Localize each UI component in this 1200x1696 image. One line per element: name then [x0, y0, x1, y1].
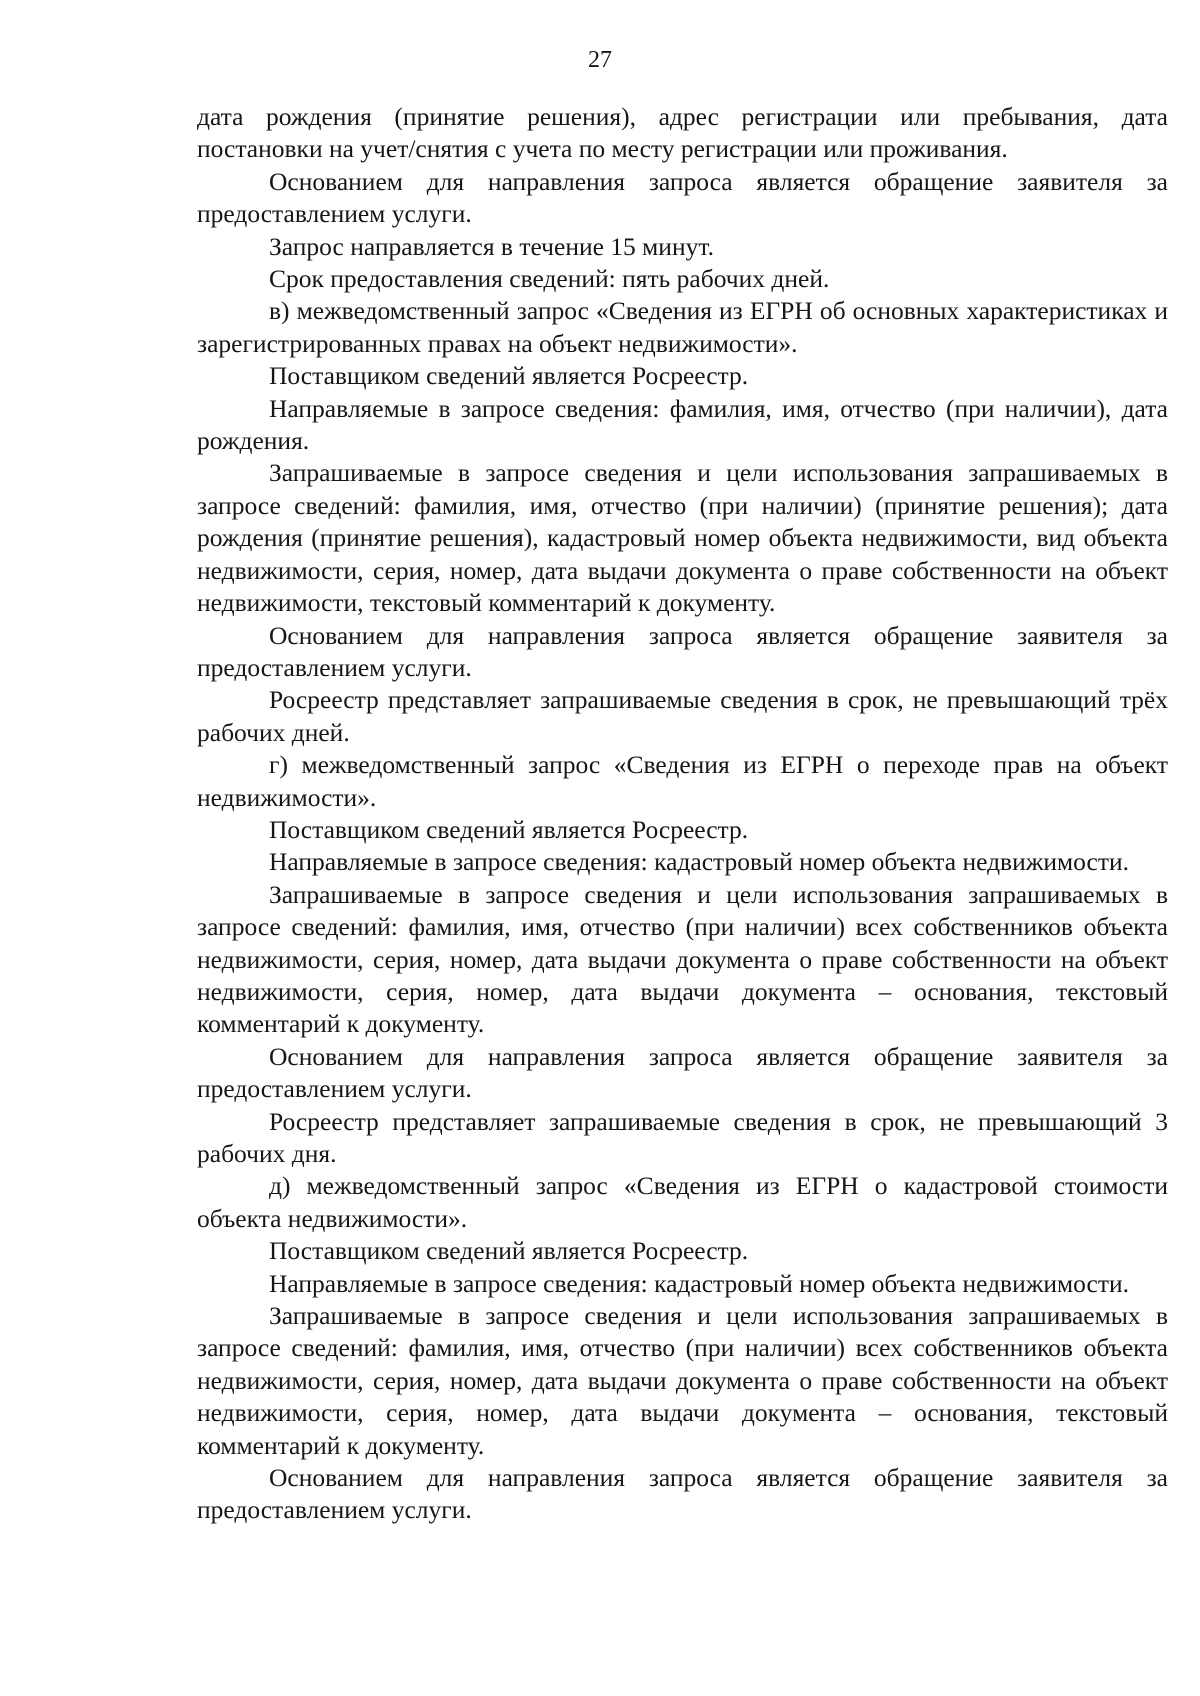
document-body: [197, 101, 1168, 1527]
paragraph: Направляемые в запросе сведения: кадастровый номер объекта недвижимости.: [269, 847, 1130, 877]
paragraph: Основанием для направления запроса является обращение заявителя за предоставлением услуги.: [197, 620, 1168, 682]
paragraph: Основанием для направления запроса является обращение заявителя за предоставлением услуги.: [197, 1463, 1168, 1525]
paragraph: г) межведомственный запрос «Сведения из ЕГРН о переходе прав на объект недвижимости».: [197, 750, 1168, 812]
page-number: 27: [588, 47, 612, 73]
paragraph: Поставщиком сведений является Росреестр.: [269, 361, 749, 391]
paragraph: Поставщиком сведений является Росреестр.: [269, 1236, 749, 1266]
paragraph: Основанием для направления запроса является обращение заявителя за предоставлением услуги.: [197, 1041, 1168, 1104]
paragraph: дата рождения (принятие решения), адрес регистрации или пребывания, дата постановки на учет/снятия с учета по месту регистрации или проживания.: [197, 102, 1168, 164]
paragraph: Поставщиком сведений является Росреестр.: [269, 814, 749, 844]
paragraph: Запрашиваемые в запросе сведения и цели использования запрашиваемых в запросе сведений: фамилия, имя, отчество (при наличии) (принятие решения); дата рождения (принятие решения), кадастровый номер объекта недвижимости, вид объекта недвижимости, серия, номер, дата выдачи документа о праве собственности на объект недвижимости, текстовый комментарий к документу.: [197, 458, 1168, 618]
paragraph: Запрашиваемые в запросе сведения и цели использования запрашиваемых в запросе сведений: фамилия, имя, отчество (при наличии) всех собственников объекта недвижимости, серия, номер, дата выдачи документа о праве собственности на объект недвижимости, серия, номер, дата выдачи документа – основания, текстовый комментарий к документу.: [197, 879, 1168, 1039]
paragraph: Запрашиваемые в запросе сведения и цели использования запрашиваемых в запросе сведений: фамилия, имя, отчество (при наличии) всех собственников объекта недвижимости, серия, номер, дата выдачи документа о праве собственности на объект недвижимости, серия, номер, дата выдачи документа – основания, текстовый комментарий к документу.: [197, 1301, 1168, 1460]
paragraph: Направляемые в запросе сведения: фамилия, имя, отчество (при наличии), дата рождения.: [197, 393, 1168, 456]
paragraph: Направляемые в запросе сведения: кадастровый номер объекта недвижимости.: [269, 1268, 1130, 1298]
paragraph: д) межведомственный запрос «Сведения из ЕГРН о кадастровой стоимости объекта недвижимости».: [197, 1171, 1168, 1233]
paragraph: Запрос направляется в течение 15 минут.: [269, 231, 714, 261]
paragraph: в) межведомственный запрос «Сведения из ЕГРН об основных характеристиках и зарегистрированных правах на объект недвижимости».: [197, 296, 1168, 358]
paragraph: Срок предоставления сведений: пять рабочих дней.: [269, 264, 830, 294]
paragraph: Росреестр представляет запрашиваемые сведения в срок, не превышающий трёх рабочих дней.: [197, 685, 1168, 747]
paragraph: Росреестр представляет запрашиваемые сведения в срок, не превышающий 3 рабочих дня.: [197, 1106, 1168, 1168]
paragraph: Основанием для направления запроса является обращение заявителя за предоставлением услуги.: [197, 166, 1168, 229]
